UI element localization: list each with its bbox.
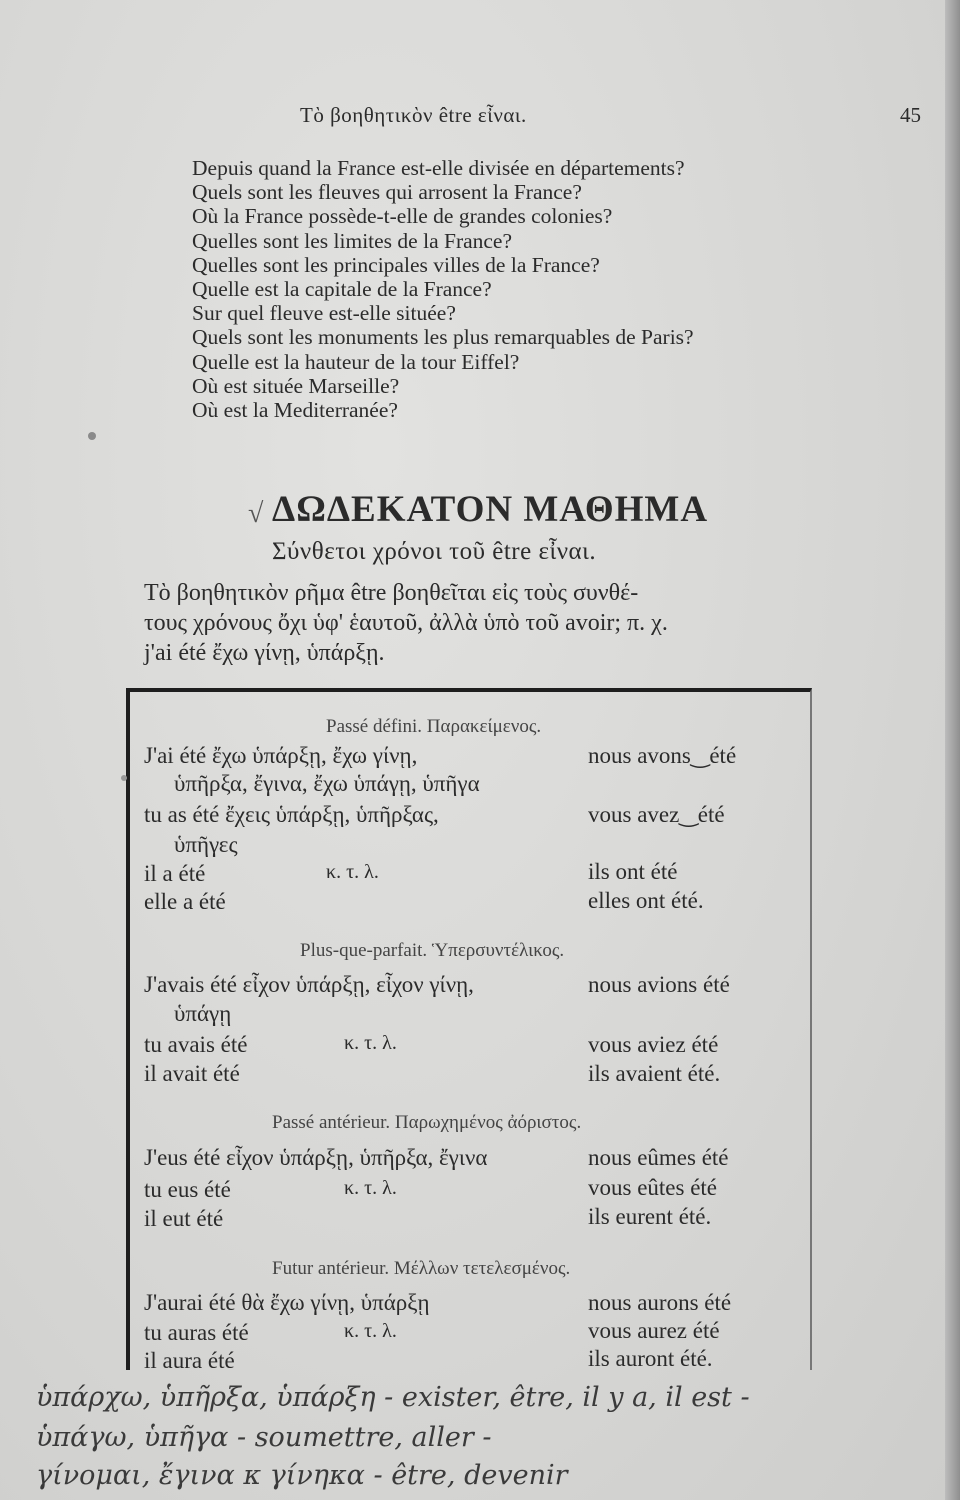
- etc-abbreviation: κ. τ. λ.: [344, 1177, 397, 1199]
- conjugation-line: il eut été: [144, 1206, 224, 1231]
- question-line: Quelle est la capitale de la France?: [192, 277, 492, 302]
- conjugation-plural: ils eurent été.: [588, 1204, 712, 1229]
- page-edge: [945, 0, 960, 1500]
- conjugation-plural: elles ont été.: [588, 888, 704, 913]
- conjugation-plural: vous aviez été: [588, 1032, 719, 1057]
- conjugation-line: tu as été ἔχεις ὑπάρξῃ, ὑπῆρξας,: [144, 802, 439, 827]
- question-line: Depuis quand la France est-elle divisée en départements?: [192, 156, 685, 180]
- conjugation-line: il avait été: [144, 1061, 240, 1086]
- conjugation-greek-continuation: ὑπῆρξα, ἔγινα, ἔχω ὑπάγῃ, ὑπῆγα: [174, 771, 480, 796]
- conjugation-line: tu eus été: [144, 1177, 231, 1202]
- tense-title-passe-defini: Passé défini. Παρακείμενος.: [326, 716, 542, 737]
- conjugation-plural: vous aurez été: [588, 1318, 720, 1343]
- etc-abbreviation: κ. τ. λ.: [344, 1032, 397, 1054]
- conjugation-plural: ils avaient été.: [588, 1061, 721, 1086]
- lesson-subtitle: Σύνθετοι χρόνοι τοῦ être εἶναι.: [272, 538, 597, 565]
- conjugation-line: J'avais été εἶχον ὑπάρξῃ, εἶχον γίνῃ,: [144, 972, 474, 997]
- conjugation-plural: nous avions été: [588, 972, 730, 997]
- conjugation-plural: ils auront été.: [588, 1346, 713, 1371]
- question-line: Sur quel fleuve est-elle située?: [192, 301, 456, 326]
- intro-line: Τὸ βοηθητικὸν ρῆμα être βοηθεῖται εἰς τοὺς συνθέ-: [144, 580, 639, 606]
- question-line: Quels sont les fleuves qui arrosent la France?: [192, 180, 582, 205]
- ink-spot: [121, 775, 127, 781]
- conjugation-line: il a été: [144, 861, 206, 886]
- conjugation-greek-continuation: ὑπάγῃ: [174, 1001, 232, 1026]
- question-line: Quelles sont les limites de la France?: [192, 228, 513, 253]
- conjugation-plural: ils ont été: [588, 859, 678, 884]
- question-list: [192, 156, 694, 422]
- etc-abbreviation: κ. τ. λ.: [326, 861, 379, 883]
- conjugation-plural: nous eûmes été: [588, 1145, 729, 1170]
- conjugation-line: J'ai été ἔχω ὑπάρξῃ, ἔχω γίνῃ,: [144, 743, 418, 768]
- etc-abbreviation: κ. τ. λ.: [344, 1320, 397, 1342]
- tense-title-passe-anterieur: Passé antérieur. Παρωχημένος ἀόριστος.: [272, 1112, 582, 1133]
- question-line: Où est la Mediterranée?: [192, 398, 398, 423]
- lesson-title: ΔΩΔΕΚΑΤΟΝ ΜΑΘΗΜΑ: [272, 489, 709, 530]
- conjugation-plural: nous avons‿été: [588, 743, 737, 768]
- handwritten-note-line: ὑπάγω, ὑπῆγα - soumettre, aller -: [36, 1422, 492, 1453]
- conjugation-plural: nous aurons été: [588, 1290, 732, 1315]
- question-line: Quels sont les monuments les plus remarquables de Paris?: [192, 325, 694, 350]
- tense-title-futur-anterieur: Futur antérieur. Μέλλων τετελεσμένος.: [272, 1258, 571, 1279]
- conjugation-line: tu auras été: [144, 1320, 249, 1345]
- conjugation-line: J'eus été εἶχον ὑπάρξῃ, ὑπῆρξα, ἔγινα: [144, 1145, 488, 1170]
- conjugation-plural: vous eûtes été: [588, 1175, 718, 1200]
- question-line: Quelles sont les principales villes de la France?: [192, 252, 600, 277]
- page-number: 45: [900, 103, 921, 127]
- ink-spot: [88, 432, 96, 440]
- intro-line: j'ai été ἔχω γίνῃ, ὑπάρξῃ.: [144, 640, 385, 666]
- handwritten-note-line: γίνομαι, ἔγινα κ γίνηκα - être, devenir: [36, 1460, 568, 1491]
- question-line: Quelle est la hauteur de la tour Eiffel?: [192, 349, 520, 374]
- conjugation-line: elle a été: [144, 889, 226, 914]
- conjugation-line: J'aurai été θὰ ἔχω γίνῃ, ὑπάρξῃ: [144, 1290, 430, 1315]
- lesson-intro: [144, 578, 834, 668]
- handwritten-notes: [0, 1360, 945, 1500]
- conjugation-line: tu avais été: [144, 1032, 248, 1057]
- question-line: Où est située Marseille?: [192, 373, 400, 398]
- conjugation-greek-continuation: ὑπῆγες: [174, 832, 238, 857]
- tense-title-plus-que-parfait: Plus-que-parfait. Ὑπερσυντέλικος.: [300, 940, 565, 961]
- conjugation-plural: vous avez‿été: [588, 802, 725, 827]
- conjugation-line: il aura été: [144, 1348, 235, 1373]
- handwritten-note-line: ὑπάρχω, ὑπῆρξα, ὑπάρξη - exister, être, il y a, il est -: [36, 1382, 750, 1413]
- intro-line: τους χρόνους ὄχι ὑφ' ἑαυτοῦ, ἀλλὰ ὑπὸ τοῦ avoir; π. χ.: [144, 610, 668, 636]
- question-line: Où la France possède-t-elle de grandes colonies?: [192, 204, 613, 229]
- running-header: Τὸ βοηθητικὸν être εἶναι.: [300, 103, 527, 127]
- check-mark-icon: √: [248, 498, 264, 529]
